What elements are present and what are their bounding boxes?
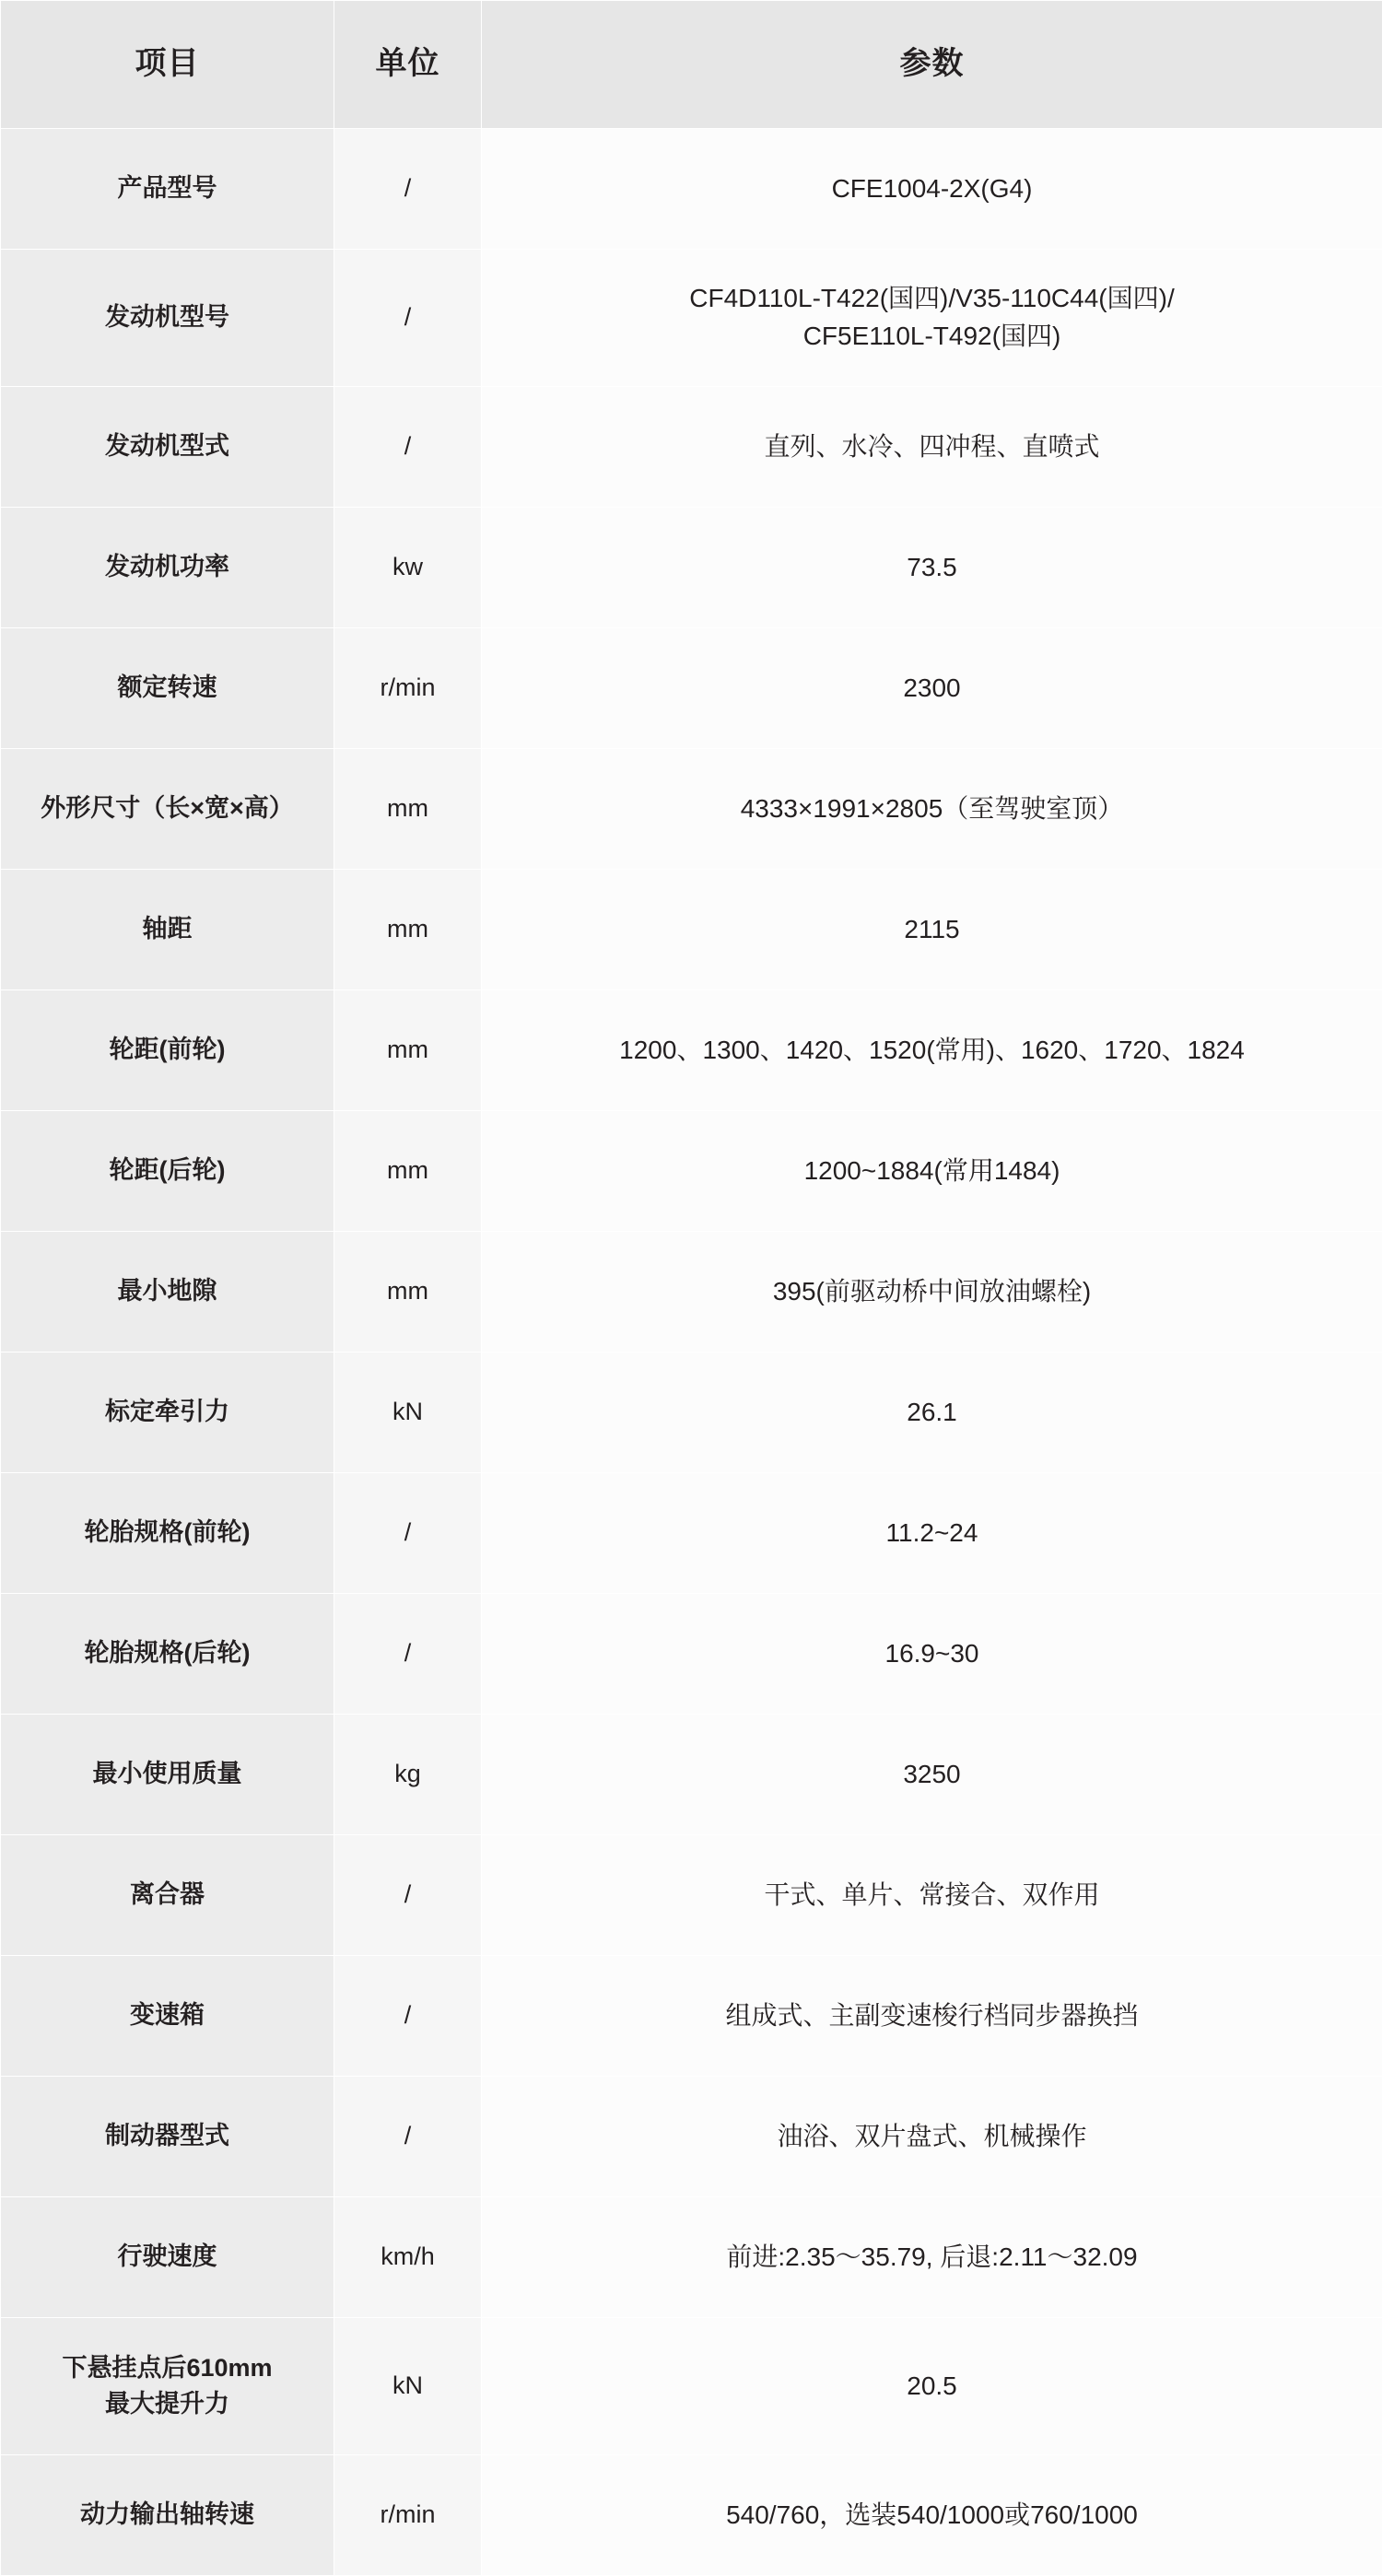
cell-parameter: 73.5: [482, 508, 1382, 628]
cell-item: 轮胎规格(后轮): [1, 1594, 334, 1715]
table-row: [1, 1835, 1382, 1956]
cell-parameter: 16.9~30: [482, 1594, 1382, 1715]
cell-item: 最小使用质量: [1, 1715, 334, 1835]
cell-unit: kN: [334, 1352, 482, 1473]
cell-parameter: 395(前驱动桥中间放油螺栓): [482, 1232, 1382, 1352]
cell-unit: r/min: [334, 2455, 482, 2576]
table-row: [1, 749, 1382, 870]
cell-item: 外形尺寸（长×宽×高）: [1, 749, 334, 870]
table-row: [1, 2077, 1382, 2197]
cell-item: 发动机型号: [1, 250, 334, 387]
cell-unit: /: [334, 1594, 482, 1715]
cell-item: 轮距(后轮): [1, 1111, 334, 1232]
cell-parameter: 1200、1300、1420、1520(常用)、1620、1720、1824: [482, 990, 1382, 1111]
table-row: [1, 1956, 1382, 2077]
table-row: [1, 1473, 1382, 1594]
cell-parameter: CF4D110L-T422(国四)/V35-110C44(国四)/ CF5E110L-T492(国四): [482, 250, 1382, 387]
cell-unit: kg: [334, 1715, 482, 1835]
table-row: [1, 1232, 1382, 1352]
cell-parameter: 组成式、主副变速梭行档同步器换挡: [482, 1956, 1382, 2077]
cell-parameter: 26.1: [482, 1352, 1382, 1473]
cell-unit: kN: [334, 2318, 482, 2455]
cell-unit: mm: [334, 1111, 482, 1232]
cell-parameter: CFE1004-2X(G4): [482, 129, 1382, 250]
cell-unit: mm: [334, 870, 482, 990]
cell-unit: mm: [334, 990, 482, 1111]
cell-unit: /: [334, 2077, 482, 2197]
cell-item: 行驶速度: [1, 2197, 334, 2318]
table-row: [1, 628, 1382, 749]
table-row: [1, 129, 1382, 250]
table-header: [1, 1, 1382, 129]
table-row: [1, 508, 1382, 628]
cell-unit: km/h: [334, 2197, 482, 2318]
cell-item: 标定牵引力: [1, 1352, 334, 1473]
cell-unit: /: [334, 129, 482, 250]
cell-parameter: 540/760，选装540/1000或760/1000: [482, 2455, 1382, 2576]
cell-unit: mm: [334, 1232, 482, 1352]
cell-parameter: 前进:2.35～35.79, 后退:2.11～32.09: [482, 2197, 1382, 2318]
table-row: [1, 990, 1382, 1111]
cell-item: 动力输出轴转速: [1, 2455, 334, 2576]
cell-parameter: 干式、单片、常接合、双作用: [482, 1835, 1382, 1956]
table-row: [1, 1111, 1382, 1232]
cell-unit: /: [334, 1956, 482, 2077]
cell-parameter: 11.2~24: [482, 1473, 1382, 1594]
cell-item: 制动器型式: [1, 2077, 334, 2197]
table-row: [1, 2455, 1382, 2576]
cell-unit: /: [334, 1835, 482, 1956]
cell-parameter: 20.5: [482, 2318, 1382, 2455]
cell-item: 变速箱: [1, 1956, 334, 2077]
table-row: [1, 2197, 1382, 2318]
cell-item: 离合器: [1, 1835, 334, 1956]
cell-item: 下悬挂点后610mm 最大提升力: [1, 2318, 334, 2455]
table-row: [1, 1715, 1382, 1835]
cell-parameter: 2115: [482, 870, 1382, 990]
table-body: [1, 129, 1382, 2576]
cell-item: 发动机型式: [1, 387, 334, 508]
column-header-parameter: 参数: [482, 1, 1382, 129]
cell-parameter: 油浴、双片盘式、机械操作: [482, 2077, 1382, 2197]
cell-unit: /: [334, 1473, 482, 1594]
cell-parameter: 4333×1991×2805（至驾驶室顶）: [482, 749, 1382, 870]
table-row: [1, 1352, 1382, 1473]
cell-item: 额定转速: [1, 628, 334, 749]
table-row: [1, 250, 1382, 387]
column-header-unit: 单位: [334, 1, 482, 129]
cell-parameter: 1200~1884(常用1484): [482, 1111, 1382, 1232]
cell-item: 最小地隙: [1, 1232, 334, 1352]
cell-parameter: 直列、水冷、四冲程、直喷式: [482, 387, 1382, 508]
cell-unit: /: [334, 250, 482, 387]
cell-item: 轮胎规格(前轮): [1, 1473, 334, 1594]
column-header-item: 项目: [1, 1, 334, 129]
table-row: [1, 2318, 1382, 2455]
table-row: [1, 1594, 1382, 1715]
cell-unit: /: [334, 387, 482, 508]
cell-item: 产品型号: [1, 129, 334, 250]
cell-item: 轴距: [1, 870, 334, 990]
cell-unit: r/min: [334, 628, 482, 749]
cell-item: 轮距(前轮): [1, 990, 334, 1111]
cell-parameter: 2300: [482, 628, 1382, 749]
cell-item: 发动机功率: [1, 508, 334, 628]
table-row: [1, 870, 1382, 990]
cell-parameter: 3250: [482, 1715, 1382, 1835]
cell-unit: mm: [334, 749, 482, 870]
cell-unit: kw: [334, 508, 482, 628]
table-header-row: [1, 1, 1382, 129]
table-row: [1, 387, 1382, 508]
